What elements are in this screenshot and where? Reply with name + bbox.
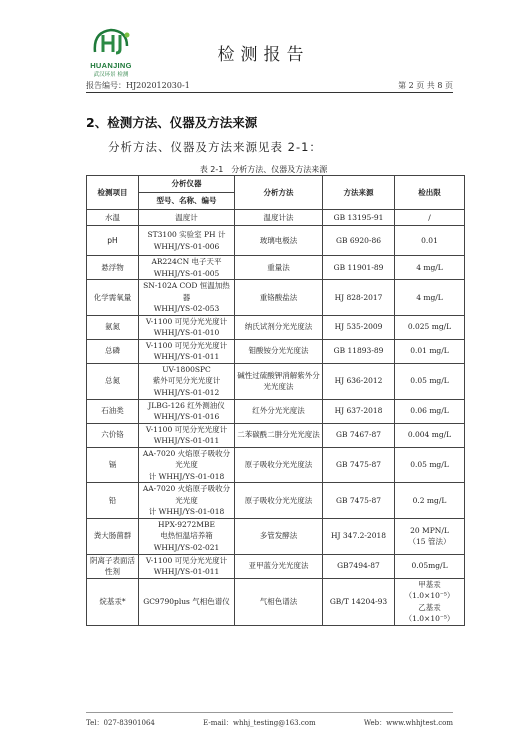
instrument-line: WHHJ/YS-01-005 bbox=[153, 268, 220, 278]
instrument-line: GC9790plus 气相色谱仪 bbox=[143, 596, 230, 606]
table-row bbox=[87, 256, 465, 280]
table-body bbox=[87, 210, 465, 626]
cell-limit bbox=[395, 447, 465, 483]
cell-method: 纳氏试剂分光光度法 bbox=[235, 315, 323, 339]
instrument-line: ST3100 实验室 PH 计 bbox=[147, 230, 226, 239]
cell-item: 悬浮物 bbox=[87, 256, 139, 280]
cell-source: GB 6920-86 bbox=[323, 226, 395, 256]
limit-line: 20 MPN/L bbox=[410, 525, 449, 535]
cell-instrument bbox=[139, 447, 235, 483]
table-row bbox=[87, 315, 465, 339]
limit-line: / bbox=[428, 212, 431, 222]
cell-item: 石油类 bbox=[87, 399, 139, 423]
limit-line: 0.05mg/L bbox=[411, 561, 448, 571]
limit-line: （1.0×10⁻⁵） bbox=[404, 614, 455, 623]
table-row bbox=[87, 210, 465, 226]
cell-limit bbox=[395, 423, 465, 447]
footer-tel: Tel：027-83901064 bbox=[86, 719, 155, 727]
cell-instrument bbox=[139, 210, 235, 226]
report-header bbox=[86, 80, 453, 91]
limit-line: 乙基汞 bbox=[418, 602, 441, 612]
cell-instrument bbox=[139, 578, 235, 625]
cell-source: GB 7475-87 bbox=[323, 483, 395, 519]
cell-item: 烷基汞* bbox=[87, 578, 139, 625]
limit-line: 0.05 mg/L bbox=[410, 460, 449, 469]
instrument-line: WHHJ/YS-01-010 bbox=[153, 328, 220, 337]
limit-line: 0.2 mg/L bbox=[412, 495, 447, 505]
cell-method: 玻璃电极法 bbox=[235, 226, 323, 256]
cell-item: 化学需氧量 bbox=[87, 280, 139, 316]
cell-instrument bbox=[139, 280, 235, 316]
intro-text: 分析方法、仪器及方法来源见表 2-1： bbox=[108, 140, 322, 154]
cell-limit bbox=[395, 518, 465, 554]
cell-limit bbox=[395, 256, 465, 280]
footer-email: E-mail：whhj_testing@163.com bbox=[203, 719, 316, 727]
instrument-line: AA-7020 火焰原子吸收分光光度 bbox=[142, 484, 231, 505]
header-item: 检测项目 bbox=[87, 176, 139, 210]
instrument-line: AA-7020 火焰原子吸收分光光度 bbox=[142, 448, 231, 469]
cell-method: 原子吸收分光光度法 bbox=[235, 447, 323, 483]
instrument-line: SN-102A COD 恒温加热器 bbox=[143, 281, 230, 302]
limit-line: （15 管法） bbox=[408, 537, 451, 546]
cell-limit bbox=[395, 363, 465, 399]
limit-line: 0.01 mg/L bbox=[410, 346, 449, 356]
instrument-line: 电热恒温培养箱 bbox=[160, 531, 213, 541]
table-row bbox=[87, 447, 465, 483]
limit-line: 甲基汞 bbox=[418, 579, 441, 589]
cell-method: 气相色谱法 bbox=[235, 578, 323, 625]
page-footer bbox=[86, 718, 453, 728]
instrument-line: 紫外可见分光光度计 bbox=[152, 376, 221, 386]
instrument-line: V-1100 可见分光光度计 bbox=[145, 340, 228, 350]
instrument-line: JLBG-126 红外测油仪 bbox=[148, 400, 225, 410]
report-number: 报告编号：HJ202012030-1 bbox=[86, 81, 190, 90]
instrument-line: WHHJ/YS-01-011 bbox=[153, 567, 220, 576]
cell-method: 原子吸收分光光度法 bbox=[235, 483, 323, 519]
cell-method: 亚甲蓝分光光度法 bbox=[235, 554, 323, 578]
section-title: 2、检测方法、仪器及方法来源 bbox=[86, 115, 258, 130]
cell-source: HJ 347.2-2018 bbox=[323, 518, 395, 554]
cell-method: 钼酸铵分光光度法 bbox=[235, 339, 323, 363]
instrument-line: WHHJ/YS-01-011 bbox=[153, 352, 220, 361]
table-row bbox=[87, 363, 465, 399]
limit-line: 0.05 mg/L bbox=[410, 376, 449, 386]
cell-instrument bbox=[139, 315, 235, 339]
table-row bbox=[87, 280, 465, 316]
instrument-line: HPX-9272MBE bbox=[158, 519, 215, 529]
cell-instrument bbox=[139, 256, 235, 280]
cell-source: GB 11893-89 bbox=[323, 339, 395, 363]
cell-instrument bbox=[139, 554, 235, 578]
cell-source: HJ 828-2017 bbox=[323, 280, 395, 316]
cell-item: pH bbox=[87, 226, 139, 256]
cell-limit bbox=[395, 315, 465, 339]
instrument-line: WHHJ/YS-02-053 bbox=[153, 304, 220, 313]
instrument-line: WHHJ/YS-01-012 bbox=[153, 387, 220, 397]
logo-chinese-name: 武汉环景 检测 bbox=[93, 72, 129, 78]
cell-source: GB 13195-91 bbox=[323, 210, 395, 226]
cell-method: 重量法 bbox=[235, 256, 323, 280]
cell-item: 总氮 bbox=[87, 363, 139, 399]
cell-item: 粪大肠菌群 bbox=[87, 518, 139, 554]
cell-instrument bbox=[139, 226, 235, 256]
table-row bbox=[87, 423, 465, 447]
cell-limit bbox=[395, 554, 465, 578]
table-row bbox=[87, 518, 465, 554]
cell-instrument bbox=[139, 363, 235, 399]
cell-instrument bbox=[139, 483, 235, 519]
footer-web: Web：www.whhjtest.com bbox=[363, 719, 453, 727]
header-source: 方法来源 bbox=[323, 176, 395, 210]
cell-item: 氨氮 bbox=[87, 315, 139, 339]
instrument-line: 计 WHHJ/YS-01-018 bbox=[148, 507, 225, 516]
cell-source: GB 7467-87 bbox=[323, 423, 395, 447]
logo-english-name: HUANJING bbox=[90, 61, 132, 70]
cell-method: 多管发酵法 bbox=[235, 518, 323, 554]
cell-instrument bbox=[139, 423, 235, 447]
instrument-line: 计 WHHJ/YS-01-018 bbox=[148, 471, 225, 481]
cell-item: 铅 bbox=[87, 483, 139, 519]
cell-limit bbox=[395, 210, 465, 226]
instrument-line: WHHJ/YS-01-006 bbox=[153, 241, 220, 251]
limit-line: 0.01 bbox=[421, 235, 438, 245]
limit-line: 4 mg/L bbox=[416, 292, 443, 302]
instrument-line: 温度计 bbox=[175, 212, 198, 222]
instrument-line: WHHJ/YS-01-011 bbox=[153, 436, 220, 445]
cell-item: 总磷 bbox=[87, 339, 139, 363]
header-instrument: 分析仪器 bbox=[139, 176, 235, 193]
cell-limit bbox=[395, 280, 465, 316]
cell-source: GB 11901-89 bbox=[323, 256, 395, 280]
limit-line: 0.025 mg/L bbox=[407, 322, 452, 332]
limit-line: 4 mg/L bbox=[416, 262, 443, 272]
cell-instrument bbox=[139, 339, 235, 363]
cell-instrument bbox=[139, 518, 235, 554]
table-row bbox=[87, 226, 465, 256]
cell-method: 温度计法 bbox=[235, 210, 323, 226]
cell-source: HJ 535-2009 bbox=[323, 315, 395, 339]
cell-source: GB/T 14204-93 bbox=[323, 578, 395, 625]
instrument-line: AR224CN 电子天平 bbox=[151, 257, 222, 266]
cell-item: 六价铬 bbox=[87, 423, 139, 447]
table-row bbox=[87, 339, 465, 363]
header-divider bbox=[86, 92, 453, 93]
table-row bbox=[87, 399, 465, 423]
cell-source: HJ 637-2018 bbox=[323, 399, 395, 423]
table-row bbox=[87, 578, 465, 625]
cell-limit bbox=[395, 339, 465, 363]
cell-instrument bbox=[139, 399, 235, 423]
header-instrument-sub: 型号、名称、编号 bbox=[139, 193, 235, 210]
table-row bbox=[87, 554, 465, 578]
cell-method: 碱性过硫酸钾消解紫外分光光度法 bbox=[235, 363, 323, 399]
instrument-line: UV-1800SPC bbox=[162, 364, 211, 374]
table-caption: 表 2-1 分析方法、仪器及方法来源 bbox=[199, 165, 328, 174]
cell-method: 重铬酸盐法 bbox=[235, 280, 323, 316]
cell-item: 镉 bbox=[87, 447, 139, 483]
limit-line: 0.004 mg/L bbox=[407, 430, 452, 440]
instrument-line: WHHJ/YS-01-016 bbox=[153, 412, 220, 421]
cell-limit bbox=[395, 483, 465, 519]
cell-limit bbox=[395, 578, 465, 625]
cell-method: 红外分光光度法 bbox=[235, 399, 323, 423]
methods-table bbox=[86, 175, 465, 626]
limit-line: （1.0×10⁻⁵） bbox=[404, 591, 455, 600]
document-title: 检测报告 bbox=[217, 45, 310, 65]
instrument-line: V-1100 可见分光光度计 bbox=[145, 424, 228, 434]
cell-limit bbox=[395, 226, 465, 256]
cell-method: 二苯碳酰二肼分光光度法 bbox=[235, 423, 323, 447]
cell-item: 阴离子表面活性剂 bbox=[87, 554, 139, 578]
cell-source: GB7494-87 bbox=[323, 554, 395, 578]
instrument-line: V-1100 可见分光光度计 bbox=[145, 555, 228, 565]
instrument-line: V-1100 可见分光光度计 bbox=[145, 316, 228, 326]
limit-line: 0.06 mg/L bbox=[410, 406, 449, 416]
cell-item: 水温 bbox=[87, 210, 139, 226]
header-limit: 检出限 bbox=[395, 176, 465, 210]
page-indicator: 第 2 页 共 8 页 bbox=[398, 81, 453, 90]
table-row bbox=[87, 483, 465, 519]
footer-divider bbox=[86, 712, 453, 713]
cell-source: GB 7475-87 bbox=[323, 447, 395, 483]
cell-limit bbox=[395, 399, 465, 423]
instrument-line: WHHJ/YS-02-021 bbox=[153, 542, 220, 552]
cell-source: HJ 636-2012 bbox=[323, 363, 395, 399]
header-method: 分析方法 bbox=[235, 176, 323, 210]
